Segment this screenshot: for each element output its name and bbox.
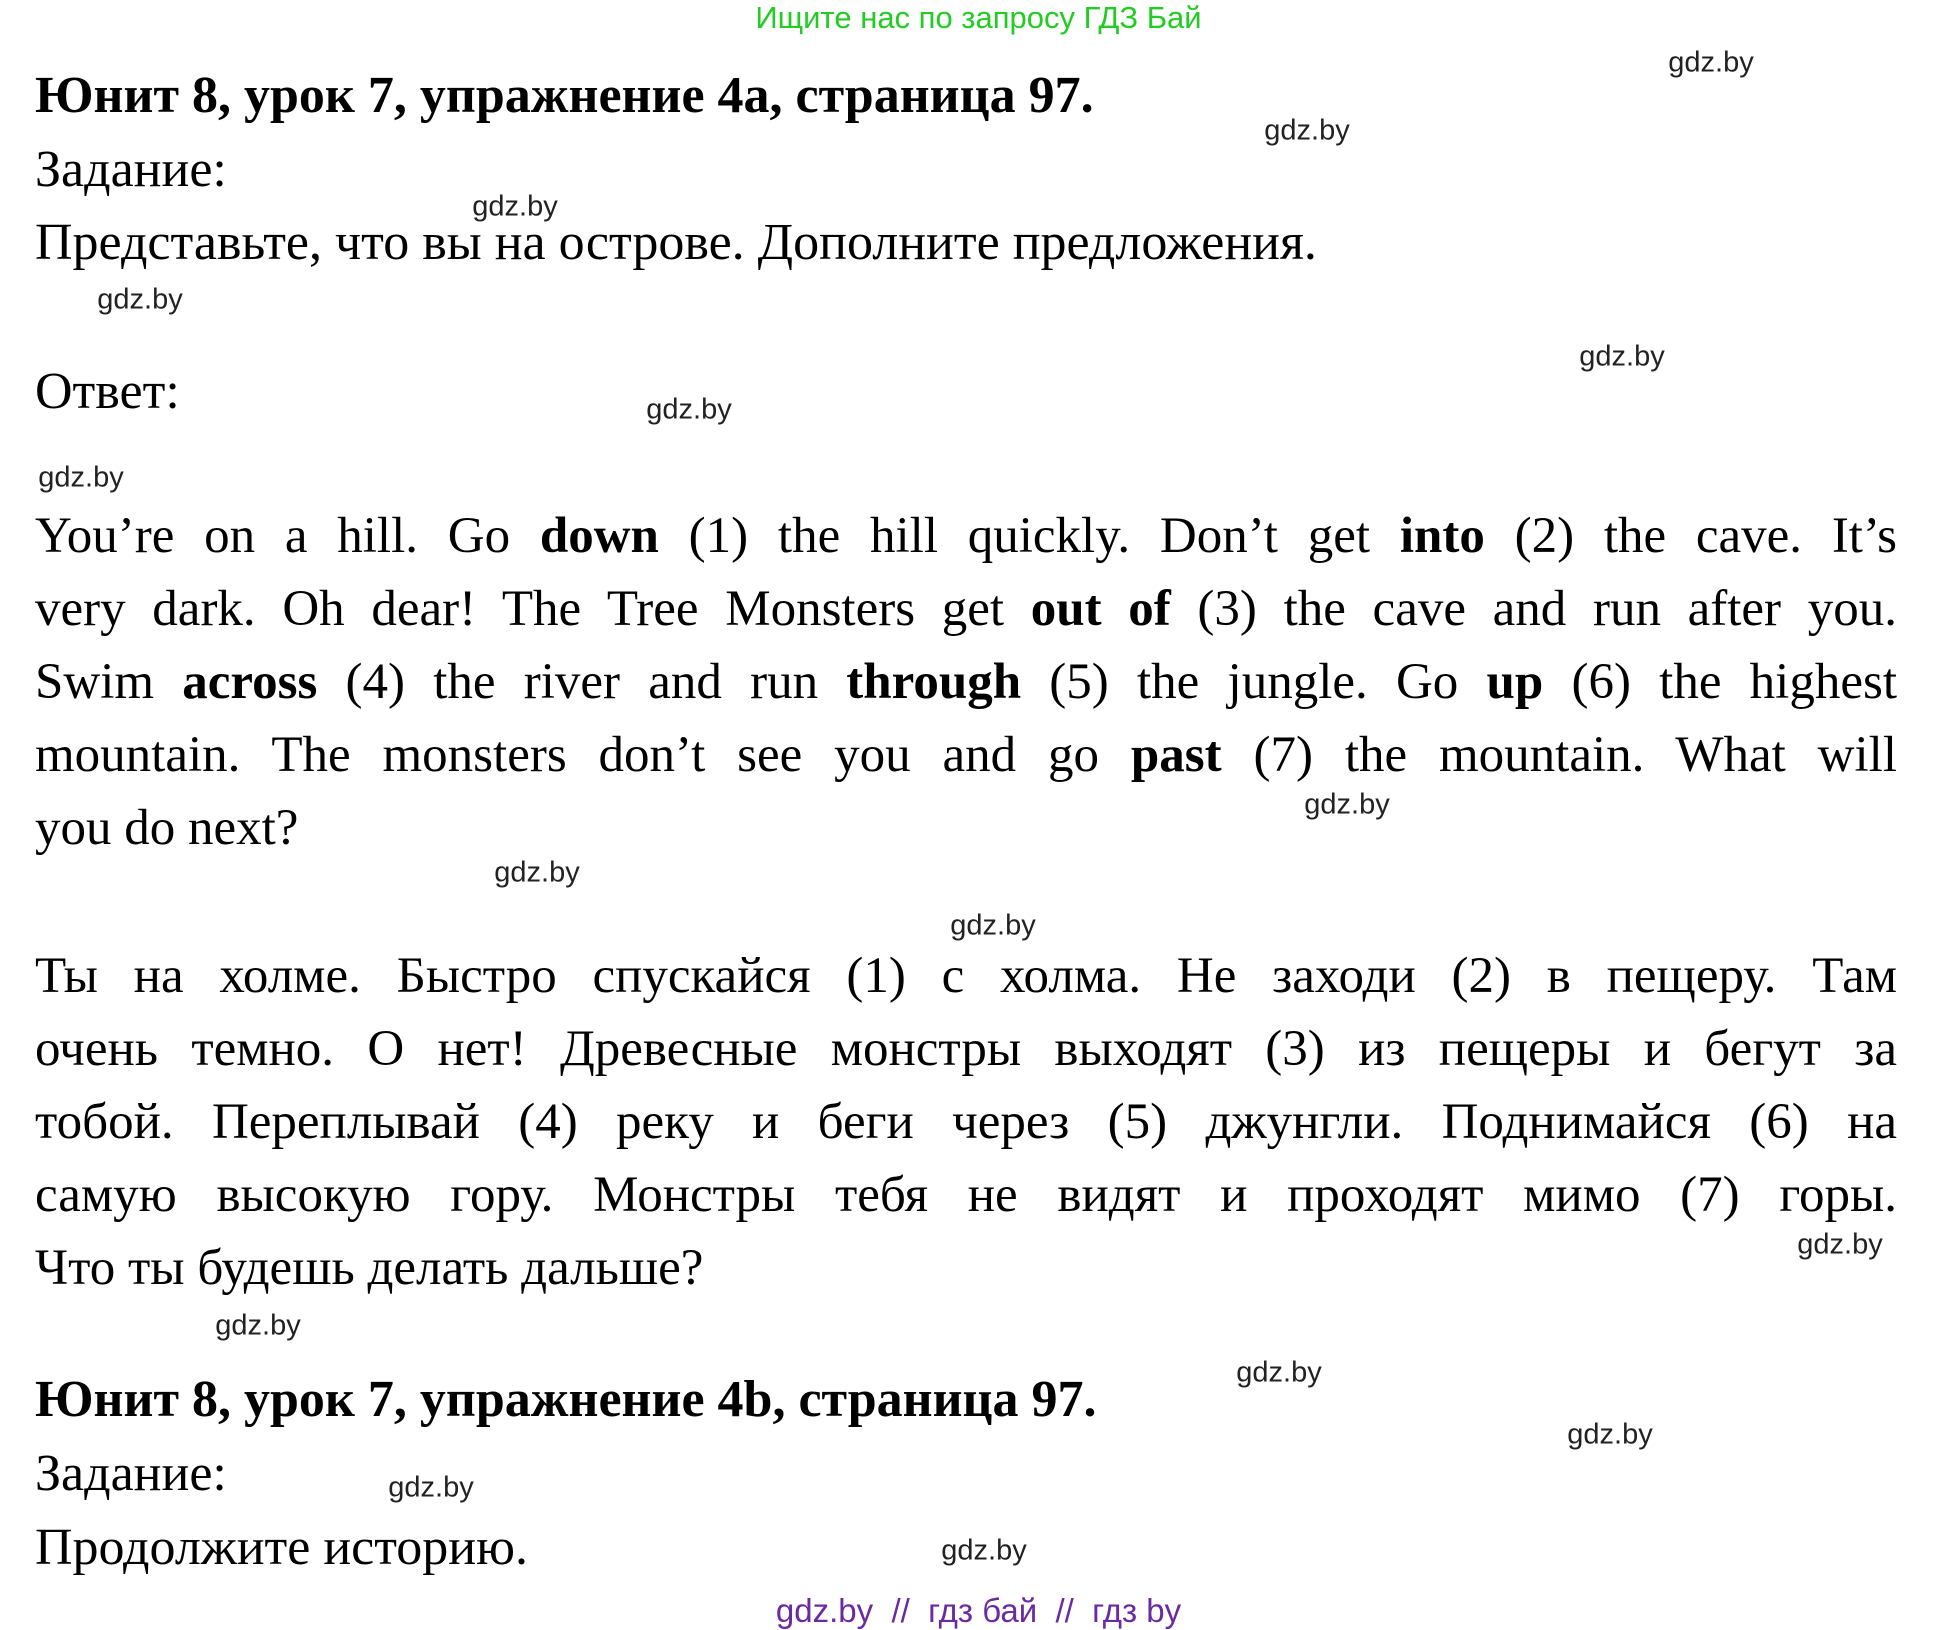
watermark: gdz.by <box>97 283 183 316</box>
paragraph-line <box>35 500 1897 573</box>
footer-watermark: gdz.by // гдз бай // гдз by <box>775 1592 1182 1629</box>
task-label: Задание: <box>35 141 227 198</box>
answer-word: out of <box>1030 581 1171 637</box>
paragraph-line <box>35 573 1897 646</box>
watermark: gdz.by <box>1567 1418 1653 1451</box>
watermark: gdz.by <box>1304 788 1390 821</box>
watermark: gdz.by <box>1579 340 1665 373</box>
text-segment: (3) the cave and run after you. <box>1170 581 1897 637</box>
watermark: gdz.by <box>215 1309 301 1342</box>
task-text-2: Продолжите историю. <box>35 1519 528 1576</box>
answer-label: Ответ: <box>35 363 180 420</box>
text-segment: (1) the hill quickly. Don’t get <box>658 508 1400 564</box>
paragraph-line: очень темно. О нет! Древесные монстры выходят (3) из пещеры и бегут за <box>35 1021 1897 1077</box>
text-segment: mountain. The monsters don’t see you and go <box>35 727 1131 783</box>
task-label-2: Задание: <box>35 1445 227 1502</box>
answer-word: through <box>846 654 1022 710</box>
watermark: gdz.by <box>1668 46 1754 79</box>
text-segment: You’re on a hill. Go <box>35 508 540 564</box>
watermark: gdz.by <box>646 393 732 426</box>
answer-word: up <box>1486 654 1544 710</box>
text-segment: (2) the cave. It’s <box>1484 508 1897 564</box>
watermark: gdz.by <box>494 856 580 889</box>
answer-word: into <box>1399 508 1485 564</box>
watermark: gdz.by <box>941 1534 1027 1567</box>
watermark: gdz.by <box>388 1471 474 1504</box>
text-segment: (6) the highest <box>1543 654 1897 710</box>
task-text: Представьте, что вы на острове. Дополните предложения. <box>35 214 1317 271</box>
text-segment: Swim <box>35 654 183 710</box>
russian-translation-paragraph <box>35 940 1897 1305</box>
exercise-4b-heading: Юнит 8, урок 7, упражнение 4b, страница 97. <box>35 1371 1097 1428</box>
watermark: gdz.by <box>472 190 558 223</box>
text-segment: very dark. Oh dear! The Tree Monsters get <box>35 581 1031 637</box>
watermark: gdz.by <box>950 909 1036 942</box>
exercise-4a-heading: Юнит 8, урок 7, упражнение 4a, страница 97. <box>35 67 1094 124</box>
text-segment: (4) the river and run <box>317 654 847 710</box>
watermark: gdz.by <box>38 461 124 494</box>
paragraph-line <box>35 792 1897 865</box>
text-segment: (7) the mountain. What will <box>1221 727 1898 783</box>
text-segment: (5) the jungle. Go <box>1021 654 1487 710</box>
paragraph-line: самую высокую гору. Монстры тебя не видят и проходят мимо (7) горы. <box>35 1167 1897 1223</box>
answer-word: past <box>1130 727 1222 783</box>
watermark: gdz.by <box>1264 114 1350 147</box>
watermark: gdz.by <box>1797 1228 1883 1261</box>
answer-word: across <box>182 654 318 710</box>
paragraph-line: Что ты будешь делать дальше? <box>35 1240 704 1296</box>
paragraph-line: тобой. Переплывай (4) реку и беги через (5) джунгли. Поднимайся (6) на <box>35 1094 1897 1150</box>
search-banner: Ищите нас по запросу ГДЗ Бай <box>755 0 1202 35</box>
text-segment: you do next? <box>35 800 299 856</box>
paragraph-line <box>35 646 1897 719</box>
answer-word: down <box>539 508 659 564</box>
watermark: gdz.by <box>1236 1356 1322 1389</box>
paragraph-line: Ты на холме. Быстро спускайся (1) с холма. Не заходи (2) в пещеру. Там <box>35 948 1897 1004</box>
paragraph-line <box>35 719 1897 792</box>
english-answer-paragraph <box>35 500 1897 865</box>
